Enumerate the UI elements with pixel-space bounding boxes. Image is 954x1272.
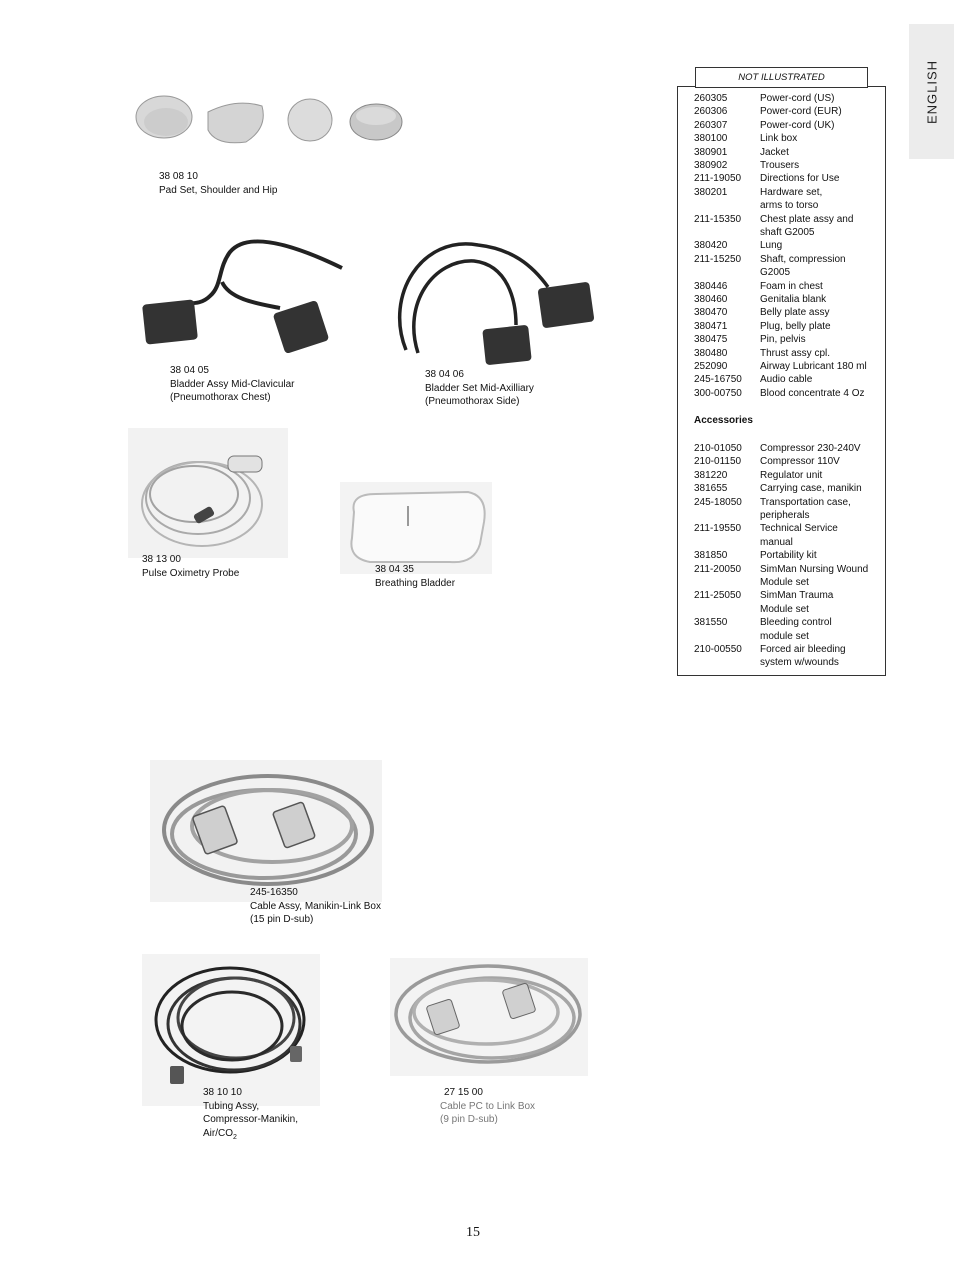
part-code: 300-00750: [694, 387, 742, 399]
part-description-line: Technical Service: [760, 523, 838, 535]
breathing-bladder-photo: [340, 482, 492, 574]
part-description: [760, 146, 884, 159]
part-code: 381220: [694, 469, 728, 481]
part-code: 380460: [694, 294, 728, 305]
item-description: Pad Set, Shoulder and Hip: [159, 184, 278, 196]
part-description: [760, 132, 884, 145]
part-description-line: Jacket: [760, 146, 789, 158]
part-code: 260305: [694, 93, 728, 104]
part-description: [760, 306, 884, 319]
part-description: [760, 563, 884, 590]
part-code: 380475: [694, 334, 728, 346]
part-code: 211-25050: [694, 590, 742, 602]
part-description-line: Portability kit: [760, 550, 817, 562]
part-code: 245-18050: [694, 496, 742, 508]
part-description: [760, 360, 884, 373]
part-description-line: Belly plate assy: [760, 307, 830, 319]
part-description-line: Blood concentrate 4 Oz: [760, 387, 865, 399]
part-description: [760, 373, 884, 386]
part-description-line: Link box: [760, 133, 798, 145]
part-code: 380902: [694, 160, 728, 171]
part-description-line: arms to torso: [760, 200, 819, 212]
part-description-line: Thrust assy cpl.: [760, 347, 831, 359]
part-description: [760, 92, 884, 105]
item-code: 38 04 06: [425, 369, 464, 380]
part-code: 380471: [694, 320, 728, 332]
part-code: 380100: [694, 133, 728, 145]
item-description: Breathing Bladder: [375, 577, 456, 589]
part-description: [760, 347, 884, 360]
item-description: (Pneumothorax Side): [425, 396, 520, 407]
part-description: [760, 482, 884, 495]
part-description-line: Regulator unit: [760, 469, 823, 481]
item-description: Compressor-Manikin,: [203, 1114, 299, 1125]
item-caption-pad-set: [159, 170, 277, 197]
part-description-line: Power-cord (US): [760, 93, 835, 104]
part-code: 211-15250: [694, 253, 742, 265]
item-description: Cable Assy, Manikin-Link Box: [250, 900, 381, 912]
part-description: [760, 643, 884, 670]
part-description: [760, 455, 884, 468]
part-description-line: G2005: [760, 267, 791, 279]
part-code: 252090: [694, 361, 728, 372]
part-description-line: Hardware set,: [760, 186, 823, 198]
item-description: (15 pin D-sub): [250, 914, 314, 925]
item-code: 38 04 05: [170, 365, 209, 376]
part-description-line: Compressor 110V: [760, 456, 840, 468]
part-code: 381550: [694, 617, 728, 629]
part-description: [760, 213, 884, 240]
part-description-line: shaft G2005: [760, 227, 815, 238]
part-description: [760, 522, 884, 549]
item-caption-breathing-bladder: [375, 563, 455, 590]
part-description-line: Power-cord (UK): [760, 119, 835, 131]
item-caption-cable-manikin-link: [250, 886, 381, 927]
part-code: 380901: [694, 146, 728, 158]
part-description: [760, 549, 884, 562]
pulse-oximetry-probe-photo: [128, 428, 288, 558]
part-description: [760, 119, 884, 132]
part-description-line: Plug, belly plate: [760, 320, 831, 332]
part-description-line: Genitalia blank: [760, 294, 827, 305]
item-description: Tubing Assy,: [203, 1100, 260, 1112]
part-description-line: Transportation case,: [760, 496, 851, 508]
part-description: [760, 172, 884, 185]
item-code: 27 15 00: [444, 1087, 483, 1098]
part-description-line: Foam in chest: [760, 280, 823, 292]
bladder-mid-axilliary-photo: [382, 225, 602, 375]
part-description: [760, 442, 884, 455]
part-description: [760, 105, 884, 118]
pad-set-photo: [132, 92, 407, 152]
part-code: 210-00550: [694, 644, 742, 655]
item-caption-pulse-oximetry: [142, 553, 239, 580]
item-caption-cable-pc-link: [440, 1086, 535, 1127]
part-description-line: Shaft, compression: [760, 253, 846, 265]
item-code: 245-16350: [250, 887, 298, 898]
not-illustrated-header: NOT ILLUSTRATED: [695, 67, 868, 88]
part-code: 380201: [694, 186, 728, 198]
item-caption-tubing-assy: [203, 1086, 298, 1144]
part-code: 380446: [694, 280, 728, 292]
part-description-line: Pin, pelvis: [760, 334, 806, 346]
part-description-line: Module set: [760, 577, 809, 588]
part-description-line: SimMan Trauma: [760, 590, 834, 602]
part-code: 381850: [694, 550, 728, 562]
part-code: 210-01150: [694, 456, 742, 468]
part-description: [760, 469, 884, 482]
part-description-line: system w/wounds: [760, 657, 839, 669]
part-description-line: Bleeding control: [760, 617, 832, 629]
part-code: 211-19550: [694, 523, 742, 535]
item-description: Pulse Oximetry Probe: [142, 567, 240, 579]
item-caption-bladder-mid-axilliary: [425, 368, 534, 409]
part-code: 260307: [694, 119, 728, 131]
item-description: (Pneumothorax Chest): [170, 392, 271, 403]
part-description-line: Power-cord (EUR): [760, 106, 842, 118]
part-code: 211-19050: [694, 173, 742, 185]
item-description: Cable PC to Link Box: [440, 1100, 536, 1112]
part-description-line: manual: [760, 536, 793, 548]
part-description-line: Audio cable: [760, 374, 813, 386]
part-description: [760, 253, 884, 280]
tubing-assy-photo: [142, 954, 320, 1106]
item-description-text: Air/CO: [203, 1127, 233, 1139]
part-description: [760, 333, 884, 346]
item-code: 38 10 10: [203, 1087, 242, 1098]
item-description: [203, 1127, 298, 1145]
part-description-line: Module set: [760, 603, 809, 615]
part-description-line: module set: [760, 630, 809, 642]
part-description: [760, 387, 884, 400]
part-description-line: Carrying case, manikin: [760, 483, 862, 495]
part-description: [760, 159, 884, 172]
cable-pc-link-box-photo: [390, 958, 588, 1076]
part-description-line: Forced air bleeding: [760, 644, 846, 655]
part-description-line: Compressor 230-240V: [760, 443, 861, 454]
item-description-subscript: 2: [233, 1133, 237, 1141]
accessories-heading: Accessories: [694, 415, 753, 426]
part-code: 245-16750: [694, 374, 742, 386]
part-code: 380470: [694, 307, 728, 319]
page-number: 15: [466, 1225, 480, 1240]
part-description-line: Directions for Use: [760, 173, 840, 185]
part-description: [760, 186, 884, 213]
part-code: 210-01050: [694, 443, 742, 454]
language-tab: [909, 24, 954, 159]
item-code: 38 04 35: [375, 564, 414, 575]
part-description: [760, 239, 884, 252]
cable-manikin-link-box-photo: [150, 760, 382, 902]
part-code: 260306: [694, 106, 728, 118]
part-code: 380480: [694, 347, 728, 359]
bladder-mid-clavicular-photo: [130, 220, 360, 370]
item-description: Bladder Assy Mid-Clavicular: [170, 378, 295, 390]
part-code: 381655: [694, 483, 728, 495]
part-description: [760, 589, 884, 616]
item-description: (9 pin D-sub): [440, 1114, 498, 1125]
part-description: [760, 616, 884, 643]
part-description-line: Trousers: [760, 160, 800, 171]
part-description-line: Lung: [760, 240, 783, 252]
part-description-line: SimMan Nursing Wound: [760, 563, 869, 575]
item-description: Bladder Set Mid-Axilliary: [425, 382, 534, 394]
part-description-line: peripherals: [760, 510, 810, 521]
item-caption-bladder-mid-clavicular: [170, 364, 295, 405]
part-description-line: Chest plate assy and: [760, 213, 854, 225]
part-code: 211-15350: [694, 213, 742, 225]
part-description: [760, 280, 884, 293]
part-code: 380420: [694, 240, 728, 252]
part-description-line: Airway Lubricant 180 ml: [760, 361, 867, 372]
language-tab-label: ENGLISH: [924, 59, 939, 124]
part-description: [760, 496, 884, 523]
part-description: [760, 293, 884, 306]
part-description: [760, 320, 884, 333]
part-code: 211-20050: [694, 563, 742, 575]
item-code: 38 13 00: [142, 554, 181, 565]
item-code: 38 08 10: [159, 171, 198, 182]
